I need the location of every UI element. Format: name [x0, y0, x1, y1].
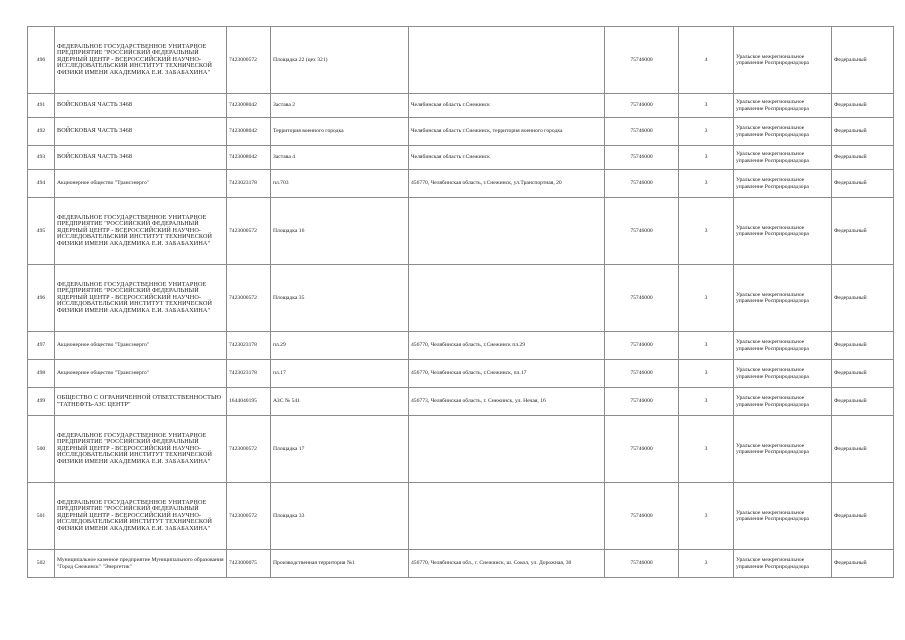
- supervisory-authority: Уральское межрегиональное управление Росприроднадзора: [734, 170, 832, 198]
- object-address: Челябинская область г.Снежинск, территория военного городка: [409, 118, 605, 146]
- object-address: 456770, Челябинская обл., г. Снежинск, ш. Сокол, ул. Дорожная, 30: [409, 550, 605, 578]
- object-name: АЗС № 541: [271, 388, 409, 416]
- registry-table: [27, 26, 894, 578]
- oktmo-code: 75746000: [605, 416, 679, 483]
- object-name: пл.17: [271, 360, 409, 388]
- category-value: 3: [679, 388, 734, 416]
- organization-name: ВОЙСКОВАЯ ЧАСТЬ 3468: [55, 94, 227, 118]
- object-name: пл.703: [271, 170, 409, 198]
- supervisory-authority: Уральское межрегиональное управление Росприроднадзора: [734, 332, 832, 360]
- object-name: Площадка 33: [271, 483, 409, 550]
- object-name: Площадка 35: [271, 265, 409, 332]
- supervisory-authority: Уральское межрегиональное управление Росприроднадзора: [734, 550, 832, 578]
- inn-code: 7423023178: [227, 360, 271, 388]
- organization-name: ФЕДЕРАЛЬНОЕ ГОСУДАРСТВЕННОЕ УНИТАРНОЕ ПРЕДПРИЯТИЕ "РОССИЙСКИЙ ФЕДЕРАЛЬНЫЙ ЯДЕРНЫЙ ЦЕНТР - ВСЕРОССИЙСКИЙ НАУЧНО-ИССЛЕДОВАТЕЛЬСКИЙ ИНСТИТУТ ТЕХНИЧЕСКОЙ ФИЗИКИ ИМЕНИ АКАДЕМИКА Е.И. ЗАБАБАХИНА": [55, 265, 227, 332]
- inn-code: 7423000572: [227, 416, 271, 483]
- supervision-level: Федеральный: [832, 94, 894, 118]
- inn-code: 7423000572: [227, 198, 271, 265]
- table-row: [28, 27, 894, 94]
- supervision-level: Федеральный: [832, 170, 894, 198]
- object-address: 456770, Челябинская область, г.Снежинск, ул.Транспортная, 20: [409, 170, 605, 198]
- category-value: 3: [679, 94, 734, 118]
- table-row: [28, 170, 894, 198]
- supervisory-authority: Уральское межрегиональное управление Росприроднадзора: [734, 483, 832, 550]
- oktmo-code: 75746000: [605, 265, 679, 332]
- object-name: Площадка 17: [271, 416, 409, 483]
- organization-name: Акционерное общество "Трансэнерго": [55, 360, 227, 388]
- registry-rows: [28, 27, 894, 578]
- category-value: 3: [679, 146, 734, 170]
- organization-name: ОБЩЕСТВО С ОГРАНИЧЕННОЙ ОТВЕТСТВЕННОСТЬЮ "ТАТНЕФТЬ-АЗС ЦЕНТР": [55, 388, 227, 416]
- category-value: 3: [679, 483, 734, 550]
- category-value: 3: [679, 550, 734, 578]
- inn-code: 7423000572: [227, 483, 271, 550]
- supervision-level: Федеральный: [832, 388, 894, 416]
- inn-code: 7423023178: [227, 332, 271, 360]
- inn-code: 7423000075: [227, 550, 271, 578]
- oktmo-code: 75746000: [605, 360, 679, 388]
- organization-name: ФЕДЕРАЛЬНОЕ ГОСУДАРСТВЕННОЕ УНИТАРНОЕ ПРЕДПРИЯТИЕ "РОССИЙСКИЙ ФЕДЕРАЛЬНЫЙ ЯДЕРНЫЙ ЦЕНТР - ВСЕРОССИЙСКИЙ НАУЧНО-ИССЛЕДОВАТЕЛЬСКИЙ ИНСТИТУТ ТЕХНИЧЕСКОЙ ФИЗИКИ ИМЕНИ АКАДЕМИКА Е.И. ЗАБАБАХИНА": [55, 27, 227, 94]
- row-number: 497: [28, 332, 55, 360]
- organization-name: Акционерное общество "Трансэнерго": [55, 170, 227, 198]
- table-row: [28, 118, 894, 146]
- object-address: Челябинская область г.Снежинск: [409, 94, 605, 118]
- table-row: [28, 416, 894, 483]
- supervisory-authority: Уральское межрегиональное управление Росприроднадзора: [734, 27, 832, 94]
- row-number: 495: [28, 198, 55, 265]
- table-row: [28, 265, 894, 332]
- supervision-level: Федеральный: [832, 360, 894, 388]
- table-row: [28, 198, 894, 265]
- object-address: 456773, Челябинская область, г. Снежинск, ул. Нечая, 16: [409, 388, 605, 416]
- organization-name: ФЕДЕРАЛЬНОЕ ГОСУДАРСТВЕННОЕ УНИТАРНОЕ ПРЕДПРИЯТИЕ "РОССИЙСКИЙ ФЕДЕРАЛЬНЫЙ ЯДЕРНЫЙ ЦЕНТР - ВСЕРОССИЙСКИЙ НАУЧНО-ИССЛЕДОВАТЕЛЬСКИЙ ИНСТИТУТ ТЕХНИЧЕСКОЙ ФИЗИКИ ИМЕНИ АКАДЕМИКА Е.И. ЗАБАБАХИНА": [55, 416, 227, 483]
- object-name: пл.29: [271, 332, 409, 360]
- supervisory-authority: Уральское межрегиональное управление Росприроднадзора: [734, 265, 832, 332]
- registry-sheet: [27, 26, 865, 578]
- supervision-level: Федеральный: [832, 265, 894, 332]
- supervisory-authority: Уральское межрегиональное управление Росприроднадзора: [734, 416, 832, 483]
- oktmo-code: 75746000: [605, 550, 679, 578]
- organization-name: ФЕДЕРАЛЬНОЕ ГОСУДАРСТВЕННОЕ УНИТАРНОЕ ПРЕДПРИЯТИЕ "РОССИЙСКИЙ ФЕДЕРАЛЬНЫЙ ЯДЕРНЫЙ ЦЕНТР - ВСЕРОССИЙСКИЙ НАУЧНО-ИССЛЕДОВАТЕЛЬСКИЙ ИНСТИТУТ ТЕХНИЧЕСКОЙ ФИЗИКИ ИМЕНИ АКАДЕМИКА Е.И. ЗАБАБАХИНА": [55, 198, 227, 265]
- organization-name: Акционерное общество "Трансэнерго": [55, 332, 227, 360]
- inn-code: 7423000572: [227, 265, 271, 332]
- row-number: 496: [28, 265, 55, 332]
- oktmo-code: 75746000: [605, 198, 679, 265]
- category-value: 4: [679, 27, 734, 94]
- oktmo-code: 75746000: [605, 388, 679, 416]
- organization-name: ВОЙСКОВАЯ ЧАСТЬ 3468: [55, 146, 227, 170]
- table-row: [28, 483, 894, 550]
- inn-code: 7423008042: [227, 118, 271, 146]
- supervisory-authority: Уральское межрегиональное управление Росприроднадзора: [734, 118, 832, 146]
- supervision-level: Федеральный: [832, 198, 894, 265]
- object-name: Застава 2: [271, 94, 409, 118]
- inn-code: 1644040195: [227, 388, 271, 416]
- table-row: [28, 360, 894, 388]
- supervision-level: Федеральный: [832, 118, 894, 146]
- object-address: [409, 483, 605, 550]
- object-address: [409, 198, 605, 265]
- table-row: [28, 388, 894, 416]
- inn-code: 7423023178: [227, 170, 271, 198]
- supervision-level: Федеральный: [832, 416, 894, 483]
- category-value: 3: [679, 265, 734, 332]
- oktmo-code: 75746000: [605, 146, 679, 170]
- oktmo-code: 75746000: [605, 27, 679, 94]
- supervision-level: Федеральный: [832, 146, 894, 170]
- oktmo-code: 75746000: [605, 94, 679, 118]
- supervision-level: Федеральный: [832, 27, 894, 94]
- row-number: 498: [28, 360, 55, 388]
- object-name: Площадка 22 (цех 321): [271, 27, 409, 94]
- object-address: [409, 27, 605, 94]
- organization-name: ВОЙСКОВАЯ ЧАСТЬ 3468: [55, 118, 227, 146]
- object-name: Производственная территория №1: [271, 550, 409, 578]
- object-name: Площадка 16: [271, 198, 409, 265]
- supervisory-authority: Уральское межрегиональное управление Росприроднадзора: [734, 198, 832, 265]
- oktmo-code: 75746000: [605, 170, 679, 198]
- inn-code: 7423008042: [227, 94, 271, 118]
- object-name: Застава 4: [271, 146, 409, 170]
- inn-code: 7423000572: [227, 27, 271, 94]
- object-address: [409, 265, 605, 332]
- supervision-level: Федеральный: [832, 332, 894, 360]
- category-value: 3: [679, 360, 734, 388]
- row-number: 502: [28, 550, 55, 578]
- object-address: [409, 416, 605, 483]
- supervisory-authority: Уральское межрегиональное управление Росприроднадзора: [734, 388, 832, 416]
- supervisory-authority: Уральское межрегиональное управление Росприроднадзора: [734, 94, 832, 118]
- object-name: Территория военного городка: [271, 118, 409, 146]
- category-value: 3: [679, 170, 734, 198]
- table-row: [28, 94, 894, 118]
- supervisory-authority: Уральское межрегиональное управление Росприроднадзора: [734, 360, 832, 388]
- row-number: 492: [28, 118, 55, 146]
- row-number: 500: [28, 416, 55, 483]
- oktmo-code: 75746000: [605, 332, 679, 360]
- row-number: 496: [28, 27, 55, 94]
- supervisory-authority: Уральское межрегиональное управление Росприроднадзора: [734, 146, 832, 170]
- oktmo-code: 75746000: [605, 483, 679, 550]
- category-value: 3: [679, 332, 734, 360]
- row-number: 501: [28, 483, 55, 550]
- row-number: 491: [28, 94, 55, 118]
- category-value: 3: [679, 118, 734, 146]
- object-address: Челябинская область г.Снежинск: [409, 146, 605, 170]
- table-row: [28, 332, 894, 360]
- inn-code: 7423008042: [227, 146, 271, 170]
- table-row: [28, 550, 894, 578]
- organization-name: Муниципальное казенное предприятие Муниципального образования "Город Снежинск" "Энергетик": [55, 550, 227, 578]
- table-row: [28, 146, 894, 170]
- oktmo-code: 75746000: [605, 118, 679, 146]
- row-number: 499: [28, 388, 55, 416]
- row-number: 493: [28, 146, 55, 170]
- category-value: 3: [679, 198, 734, 265]
- supervision-level: Федеральный: [832, 550, 894, 578]
- row-number: 494: [28, 170, 55, 198]
- object-address: 456770, Челябинская область, г.Снежинск, пл.17: [409, 360, 605, 388]
- supervision-level: Федеральный: [832, 483, 894, 550]
- category-value: 3: [679, 416, 734, 483]
- object-address: 456770, Челябинская область, г.Снежинск пл.29: [409, 332, 605, 360]
- organization-name: ФЕДЕРАЛЬНОЕ ГОСУДАРСТВЕННОЕ УНИТАРНОЕ ПРЕДПРИЯТИЕ "РОССИЙСКИЙ ФЕДЕРАЛЬНЫЙ ЯДЕРНЫЙ ЦЕНТР - ВСЕРОССИЙСКИЙ НАУЧНО-ИССЛЕДОВАТЕЛЬСКИЙ ИНСТИТУТ ТЕХНИЧЕСКОЙ ФИЗИКИ ИМЕНИ АКАДЕМИКА Е.И. ЗАБАБАХИНА": [55, 483, 227, 550]
